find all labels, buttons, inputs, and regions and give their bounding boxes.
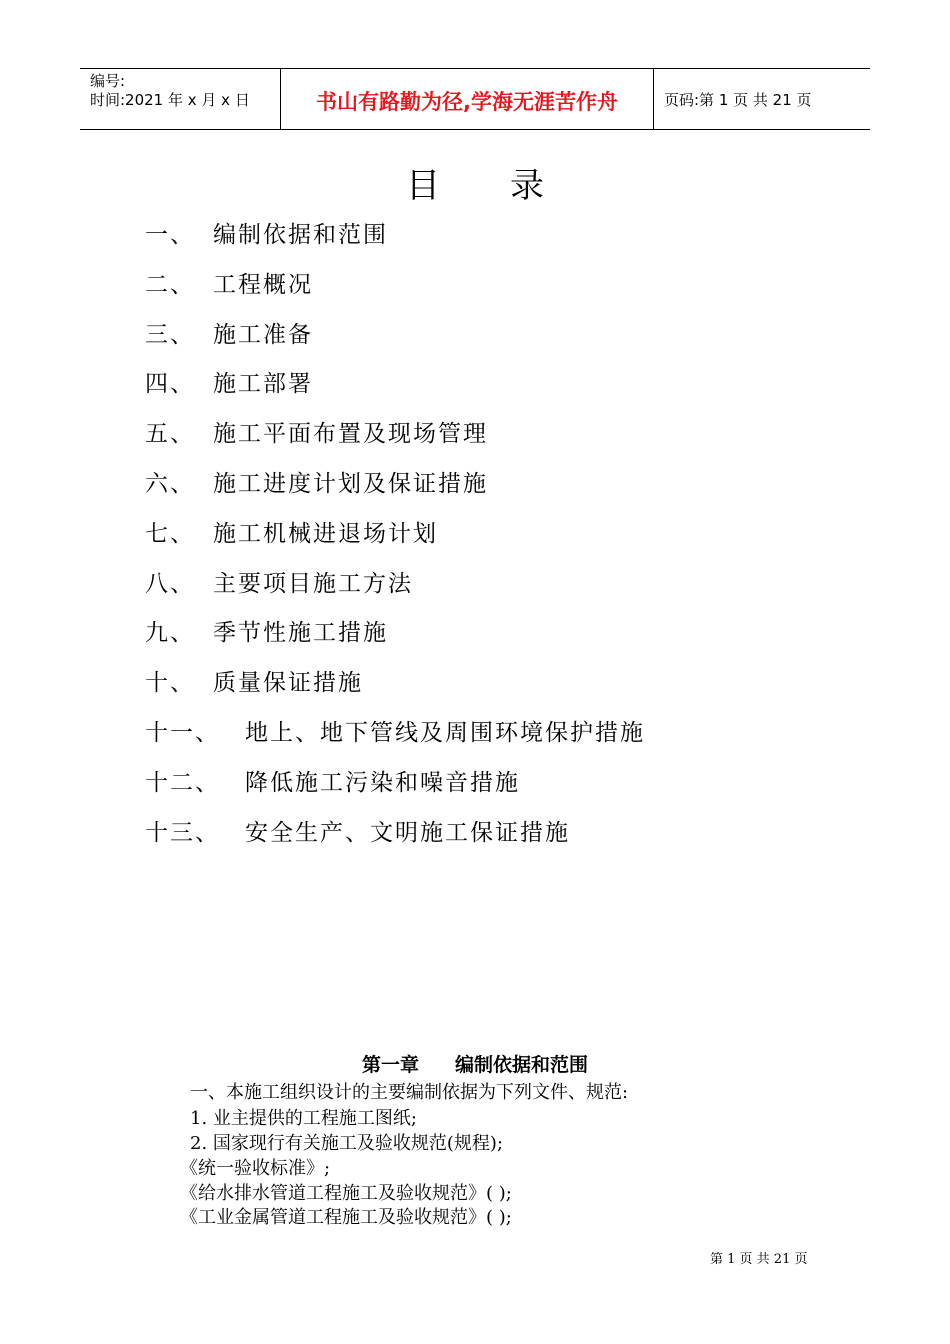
- toc-item-text: 施工平面布置及现场管理: [213, 421, 488, 448]
- toc-item: [145, 415, 488, 448]
- toc-item-number: 七、: [145, 520, 195, 547]
- toc-item-text: 施工机械进退场计划: [213, 520, 438, 547]
- body-line: 《给水排水管道工程施工及验收规范》( );: [180, 1183, 512, 1204]
- toc-item: [145, 814, 570, 847]
- toc-item: [145, 515, 438, 548]
- toc-item-text: 施工准备: [213, 321, 313, 348]
- toc-item-number: 十、: [145, 670, 195, 697]
- header-left-cell: [80, 69, 281, 129]
- header-motto: 书山有路勤为径,学海无涯苦作舟: [316, 90, 618, 114]
- toc-item: [145, 316, 313, 349]
- toc-item-number: 九、: [145, 620, 195, 647]
- toc-item-text: 质量保证措施: [213, 670, 363, 697]
- toc-title: 目录: [406, 166, 614, 206]
- toc-item: [145, 216, 388, 249]
- toc-item-number: 五、: [145, 421, 195, 448]
- toc-item-text: 主要项目施工方法: [213, 570, 413, 597]
- toc-item-text: 编制依据和范围: [213, 222, 388, 248]
- toc-item: [145, 565, 413, 598]
- toc-item-text: 工程概况: [213, 271, 313, 298]
- document-number-label: 编号:: [90, 72, 126, 90]
- body-line: 《统一验收标准》;: [180, 1158, 331, 1179]
- toc-item-number: 十三、: [145, 819, 220, 846]
- toc-item: [145, 764, 520, 797]
- header-page-code: 页码:第 1 页 共 21 页: [664, 91, 812, 109]
- toc-item-text: 施工进度计划及保证措施: [213, 471, 488, 497]
- toc-item-text: 安全生产、文明施工保证措施: [245, 819, 570, 846]
- toc-item-number: 四、: [145, 371, 195, 398]
- toc-item: [145, 266, 313, 299]
- toc-item-number: 一、: [145, 222, 195, 248]
- toc-item-number: 八、: [145, 570, 195, 597]
- page-footer: 第 1 页 共 21 页: [710, 1252, 808, 1267]
- toc-item: [145, 465, 488, 498]
- chapter-label: 第一章: [361, 1054, 419, 1076]
- body-line: 1. 业主提供的工程施工图纸;: [190, 1108, 417, 1129]
- toc-item: [145, 664, 363, 697]
- toc-item-number: 十二、: [145, 769, 220, 796]
- toc-item-number: 十一、: [145, 720, 220, 746]
- toc-item: [145, 614, 388, 647]
- toc-item: [145, 365, 313, 398]
- header-right-cell: [654, 69, 870, 129]
- chapter-title: 编制依据和范围: [455, 1054, 589, 1076]
- toc-item: [145, 714, 645, 747]
- toc-item-text: 地上、地下管线及周围环境保护措施: [245, 720, 645, 746]
- chapter-heading: [0, 1050, 950, 1077]
- body-line: 一、本施工组织设计的主要编制依据为下列文件、规范:: [190, 1082, 629, 1103]
- toc-item-text: 季节性施工措施: [213, 620, 388, 647]
- toc-item-text: 降低施工污染和噪音措施: [245, 769, 520, 796]
- toc-item-text: 施工部署: [213, 371, 313, 398]
- toc-item-number: 三、: [145, 321, 195, 348]
- body-line: 《工业金属管道工程施工及验收规范》( );: [180, 1207, 512, 1228]
- page-header: [80, 68, 870, 130]
- toc-item-number: 二、: [145, 271, 195, 298]
- document-time-label: 时间:2021 年 x 月 x 日: [90, 91, 250, 109]
- body-line: 2. 国家现行有关施工及验收规范(规程);: [190, 1133, 504, 1154]
- toc-item-number: 六、: [145, 471, 195, 497]
- header-middle-cell: [281, 69, 654, 129]
